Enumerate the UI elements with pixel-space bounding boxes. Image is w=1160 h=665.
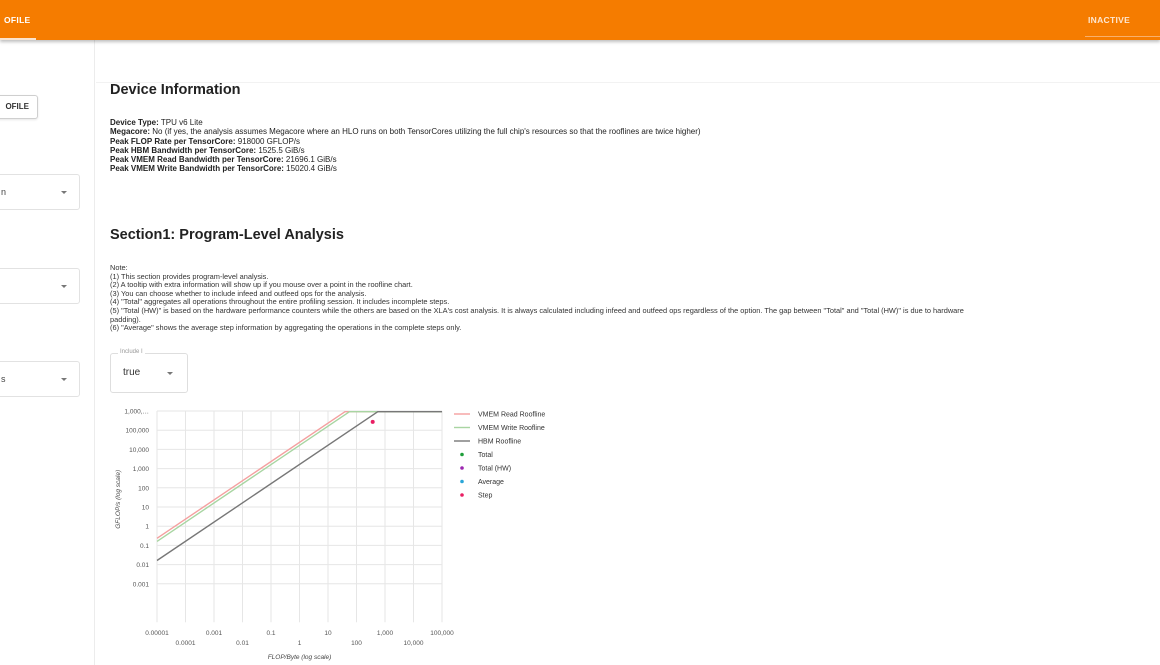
x-tick-label: 10 [324,630,332,637]
tab-inactive[interactable] [1088,0,1160,40]
y-tick-label: 0.001 [132,581,149,589]
x-tick-label: 1 [297,640,302,647]
x-tick-label: 100,000 [430,630,454,637]
device-info-row: Peak VMEM Read Bandwidth per TensorCore: 21696.1 GiB/s [110,155,337,165]
x-tick-label: 10,000 [403,640,424,647]
roofline-chart-svg[interactable] [96,400,616,665]
tab-profile-label: OFILE [4,15,31,25]
section1-notes [110,264,964,333]
note-line: (1) This section provides program-level analysis. [110,271,269,281]
tab-profile[interactable] [0,0,39,40]
include-infeed-outfeed-select[interactable] [110,349,188,393]
note-line: Note: [110,263,128,272]
sidebar-select-3-value: s [1,374,6,384]
y-tick-label: 0.1 [139,542,149,550]
x-tick-label: 1,000 [376,630,394,637]
legend-label[interactable]: VMEM Write Roofline [478,425,545,432]
tab-inactive-label: INACTIVE [1088,15,1131,25]
note-line: (4) "Total" aggregates all operations throughout the entire profiling session. It includes incomplete steps. [110,297,450,307]
legend-dot-icon [460,493,464,497]
x-tick-label: 0.001 [205,630,223,637]
legend-label[interactable]: VMEM Read Roofline [478,411,546,419]
y-tick-label: 100 [138,485,149,493]
x-tick-label: 0.1 [266,630,276,637]
sidebar-select-2[interactable] [0,268,80,304]
dropdown-caret-icon [61,285,67,288]
legend-dot-icon [460,466,464,470]
y-tick-label: 10,000 [129,446,149,454]
top-app-bar [0,0,1160,40]
x-tick-label: 0.01 [236,640,249,647]
divider [96,82,1160,83]
x-axis-title: FLOP/Byte (log scale) [267,654,332,661]
sidebar-select-1-value: n [1,187,7,197]
sidebar [0,40,95,665]
device-info-row: Peak VMEM Write Bandwidth per TensorCore: 15020.4 GiB/s [110,164,337,174]
active-tab-indicator [0,38,36,40]
x-tick-label: 0.00001 [145,630,169,637]
dropdown-caret-icon [61,378,67,381]
include-select-label: Include I [120,349,143,355]
legend-label[interactable]: HBM Roofline [478,438,522,446]
legend-label[interactable]: Total [478,452,493,459]
y-tick-label: 100,000 [125,427,149,435]
include-select-value: true [123,367,141,378]
device-info-row: Peak HBM Bandwidth per TensorCore: 1525.5 GiB/s [110,145,305,155]
roofline-chart[interactable] [96,400,616,665]
section1-title: Section1: Program-Level Analysis [110,227,344,243]
note-line: (5) "Total (HW)" is based on the hardware performance counters while the others are based on the XLA's cost analysis. It is always calculated including infeed and outfeed ops regardless of the option. The gap between "Total" and "Total (HW)" is due to hardware [110,305,964,315]
x-tick-label: 0.0001 [175,640,196,647]
legend-label[interactable]: Step [478,492,493,500]
legend-label[interactable]: Average [478,479,504,486]
sidebar-select-1[interactable] [0,174,80,210]
main-content [96,40,1160,665]
tab-indicator [1085,36,1160,37]
dropdown-caret-icon [167,372,173,375]
y-tick-label: 1 [145,523,149,531]
legend-dot-icon [460,480,464,484]
x-tick-label: 100 [351,640,362,647]
legend-label[interactable]: Total (HW) [478,465,512,473]
capture-profile-button[interactable]: OFILE [0,95,38,119]
y-tick-label: 10 [141,504,149,512]
device-info-row: Device Type: TPU v6 Lite [110,118,203,127]
y-axis-title: GFLOP/s (log scale) [115,469,122,529]
device-info-list [110,118,701,174]
note-line: padding). [110,314,141,324]
y-tick-label: 1,000 [132,466,149,474]
note-line: (3) You can choose whether to include infeed and outfeed ops for the analysis. [110,288,367,298]
legend-dot-icon [460,453,464,457]
device-info-row: Megacore: No (if yes, the analysis assumes Megacore where an HLO runs on both TensorCores utilizing the full chip's resources so that the rooflines are twice higher) [110,127,701,137]
y-tick-label: 1,000,… [124,408,149,416]
dropdown-caret-icon [61,191,67,194]
note-line: (2) A tooltip with extra information will show up if you mouse over a point in the roofline chart. [110,280,413,290]
data-point-step[interactable] [371,420,375,424]
y-tick-label: 0.01 [136,562,149,570]
device-info-title: Device Information [110,82,241,98]
device-info-row: Peak FLOP Rate per TensorCore: 918000 GFLOP/s [110,136,301,146]
sidebar-select-3[interactable] [0,361,80,397]
note-line: (6) "Average" shows the average step information by aggregating the operations in the complete steps only. [110,323,462,333]
